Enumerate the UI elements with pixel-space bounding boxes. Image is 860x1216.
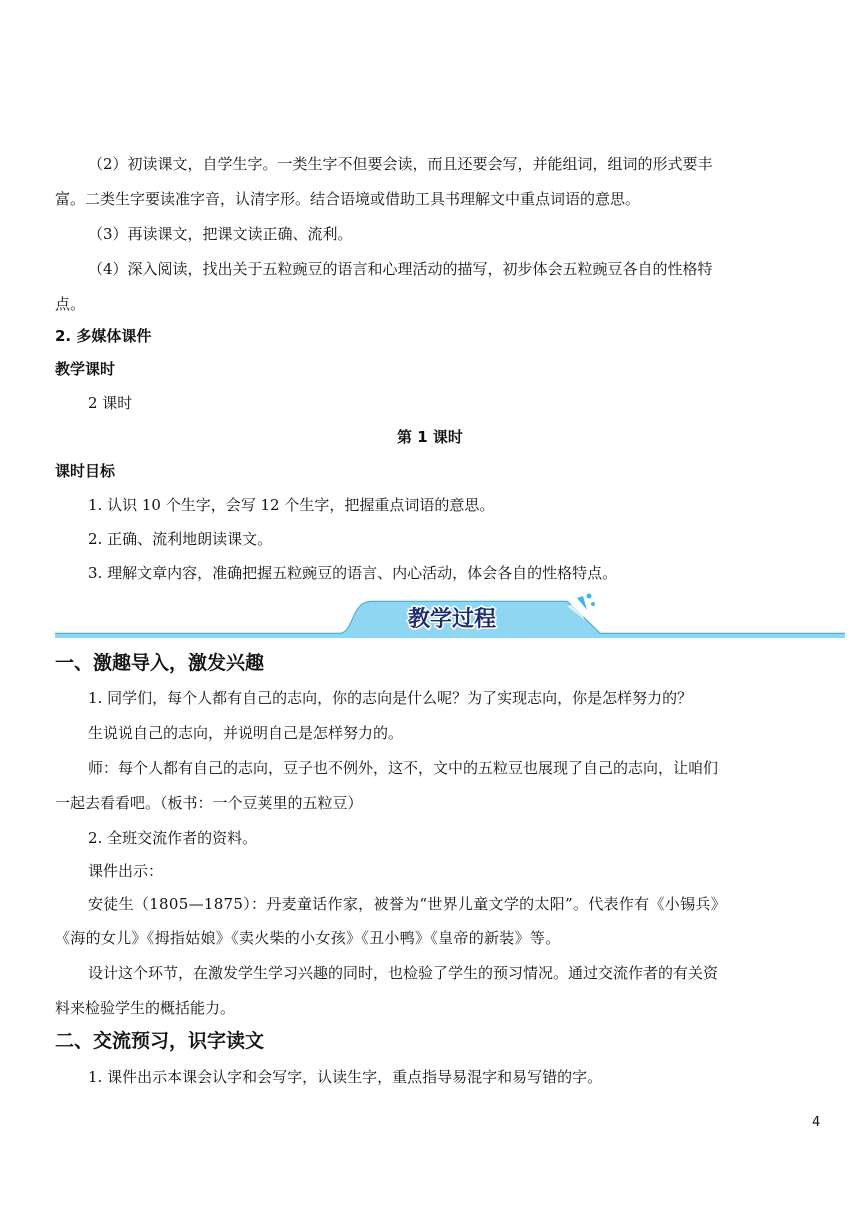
- goal-item: 3. 理解文章内容，准确把握五粒豌豆的语言、内心活动，体会各自的性格特点。: [88, 564, 618, 582]
- paragraph-line: 一起去看看吧。（板书：一个豆荚里的五粒豆）: [55, 794, 363, 812]
- lesson-title: 第 1 课时: [397, 428, 463, 446]
- section2-heading: 二、交流预习，识字读文: [55, 1030, 265, 1052]
- paragraph-line: 《海的女儿》《拇指姑娘》《卖火柴的小女孩》《丑小鸭》《皇帝的新装》等。: [55, 929, 561, 947]
- section-banner: [55, 590, 845, 640]
- paragraph-line: 料来检验学生的概括能力。: [55, 999, 236, 1017]
- paragraph-line: 点。: [55, 295, 86, 313]
- paragraph-line: 2. 全班交流作者的资料。: [88, 829, 258, 847]
- paragraph-line: 富。二类生字要读准字音，认清字形。结合语境或借助工具书理解文中重点词语的意思。: [55, 190, 641, 208]
- paragraph-line: 安徒生（1805—1875）：丹麦童话作家，被誉为“世界儿童文学的太阳”。代表作有《小锡兵》: [88, 895, 726, 913]
- hours-heading: 教学课时: [55, 360, 116, 378]
- paragraph-line: 师：每个人都有自己的志向，豆子也不例外，这不，文中的五粒豆也展现了自己的志向，让咱们: [88, 759, 719, 777]
- paragraph-line: （3）再读课文，把课文读正确、流利。: [88, 225, 353, 243]
- section1-heading: 一、激趣导入，激发兴趣: [55, 652, 265, 674]
- goal-item: 1. 认识 10 个生字，会写 12 个生字，把握重点词语的意思。: [88, 496, 495, 514]
- paragraph-line: （4）深入阅读，找出关于五粒豌豆的语言和心理活动的描写，初步体会五粒豌豆各自的性格特: [88, 260, 713, 278]
- paragraph-line: 1. 同学们，每个人都有自己的志向，你的志向是什么呢？为了实现志向，你是怎样努力的？: [88, 689, 693, 707]
- page-number: 4: [812, 1115, 821, 1130]
- paragraph-line: 生说说自己的志向，并说明自己是怎样努力的。: [88, 724, 404, 742]
- goal-item: 2. 正确、流利地朗读课文。: [88, 530, 273, 548]
- goals-heading: 课时目标: [55, 462, 116, 480]
- paragraph-line: 设计这个环节，在激发学生学习兴趣的同时，也检验了学生的预习情况。通过交流作者的有关资: [88, 964, 719, 982]
- media-heading: 2. 多媒体课件: [55, 327, 152, 345]
- paragraph-line: （2）初读课文，自学生字。一类生字不但要会读，而且还要会写，并能组词，组词的形式要丰: [88, 155, 713, 173]
- paragraph-line: 课件出示：: [88, 862, 164, 880]
- hours-value: 2 课时: [88, 394, 133, 412]
- paragraph-line: 1. 课件出示本课会认字和会写字，认读生字，重点指导易混字和易写错的字。: [88, 1068, 603, 1086]
- banner-title: 教学过程: [407, 607, 497, 632]
